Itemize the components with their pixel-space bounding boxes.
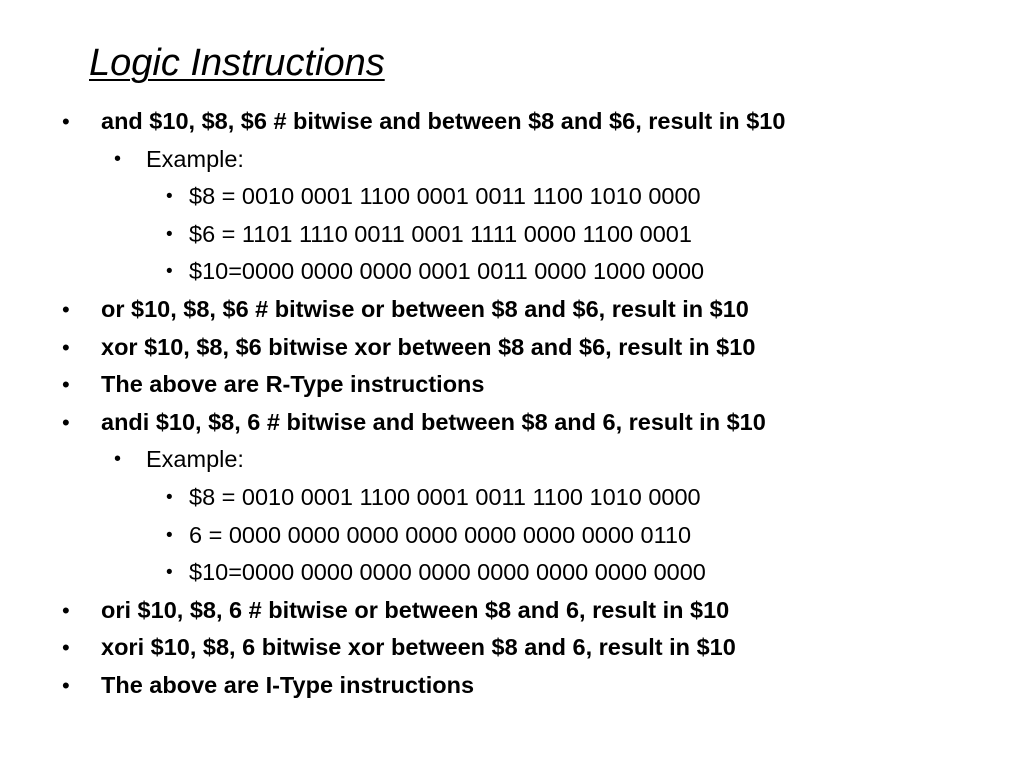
bullet-item-level-1 xyxy=(0,592,1024,630)
bullet-item-level-1 xyxy=(0,329,1024,367)
bullet-point: • xyxy=(166,223,173,245)
bullet-point: • xyxy=(62,334,70,360)
bullet-text: ori $10, $8, 6 # bitwise or between $8 and 6, result in $10 xyxy=(101,596,730,623)
bullet-text: $6 = 1101 1110 0011 0001 1111 0000 1100 0001 xyxy=(189,220,692,247)
bullet-item-level-2 xyxy=(0,141,1024,179)
bullet-point: • xyxy=(166,524,173,546)
bullet-text: The above are I-Type instructions xyxy=(101,671,475,698)
bullet-text: $8 = 0010 0001 1100 0001 0011 1100 1010 0000 xyxy=(189,483,701,510)
bullet-item-level-1 xyxy=(0,404,1024,442)
bullet-text: 6 = 0000 0000 0000 0000 0000 0000 0000 0110 xyxy=(189,521,692,548)
bullet-text: Example: xyxy=(146,446,244,473)
bullet-item-level-3 xyxy=(0,517,1024,555)
bullet-list xyxy=(0,103,1024,705)
bullet-point: • xyxy=(62,635,70,661)
bullet-text: or $10, $8, $6 # bitwise or between $8 and $6, result in $10 xyxy=(101,295,749,322)
bullet-item-level-1 xyxy=(0,103,1024,141)
bullet-item-level-1 xyxy=(0,291,1024,329)
bullet-point: • xyxy=(166,186,173,208)
bullet-point: • xyxy=(114,147,122,170)
bullet-point: • xyxy=(62,409,70,435)
bullet-point: • xyxy=(114,448,122,471)
bullet-text: andi $10, $8, 6 # bitwise and between $8 and 6, result in $10 xyxy=(101,408,766,435)
bullet-point: • xyxy=(62,672,70,698)
bullet-item-level-3 xyxy=(0,253,1024,291)
bullet-text: $10=0000 0000 0000 0001 0011 0000 1000 0000 xyxy=(189,258,705,285)
bullet-text: and $10, $8, $6 # bitwise and between $8 and $6, result in $10 xyxy=(101,108,786,134)
bullet-text: $10=0000 0000 0000 0000 0000 0000 0000 0000 xyxy=(189,559,706,586)
bullet-item-level-2 xyxy=(0,441,1024,479)
bullet-point: • xyxy=(166,486,173,508)
bullet-text: xori $10, $8, 6 bitwise xor between $8 and 6, result in $10 xyxy=(101,634,736,661)
bullet-item-level-1 xyxy=(0,366,1024,404)
bullet-point: • xyxy=(166,562,173,584)
bullet-item-level-3 xyxy=(0,216,1024,254)
bullet-text: $8 = 0010 0001 1100 0001 0011 1100 1010 0000 xyxy=(189,183,701,210)
bullet-text: Example: xyxy=(146,145,244,172)
bullet-point: • xyxy=(62,109,70,134)
slide-title: Logic Instructions xyxy=(89,42,385,84)
bullet-item-level-3 xyxy=(0,554,1024,592)
bullet-item-level-1 xyxy=(0,629,1024,667)
bullet-point: • xyxy=(62,597,70,623)
bullet-text: xor $10, $8, $6 bitwise xor between $8 and $6, result in $10 xyxy=(101,333,756,360)
bullet-item-level-1 xyxy=(0,667,1024,705)
bullet-point: • xyxy=(62,372,70,398)
bullet-item-level-3 xyxy=(0,479,1024,517)
bullet-item-level-3 xyxy=(0,178,1024,216)
bullet-point: • xyxy=(166,261,173,283)
bullet-point: • xyxy=(62,296,70,322)
bullet-text: The above are R-Type instructions xyxy=(101,371,485,398)
